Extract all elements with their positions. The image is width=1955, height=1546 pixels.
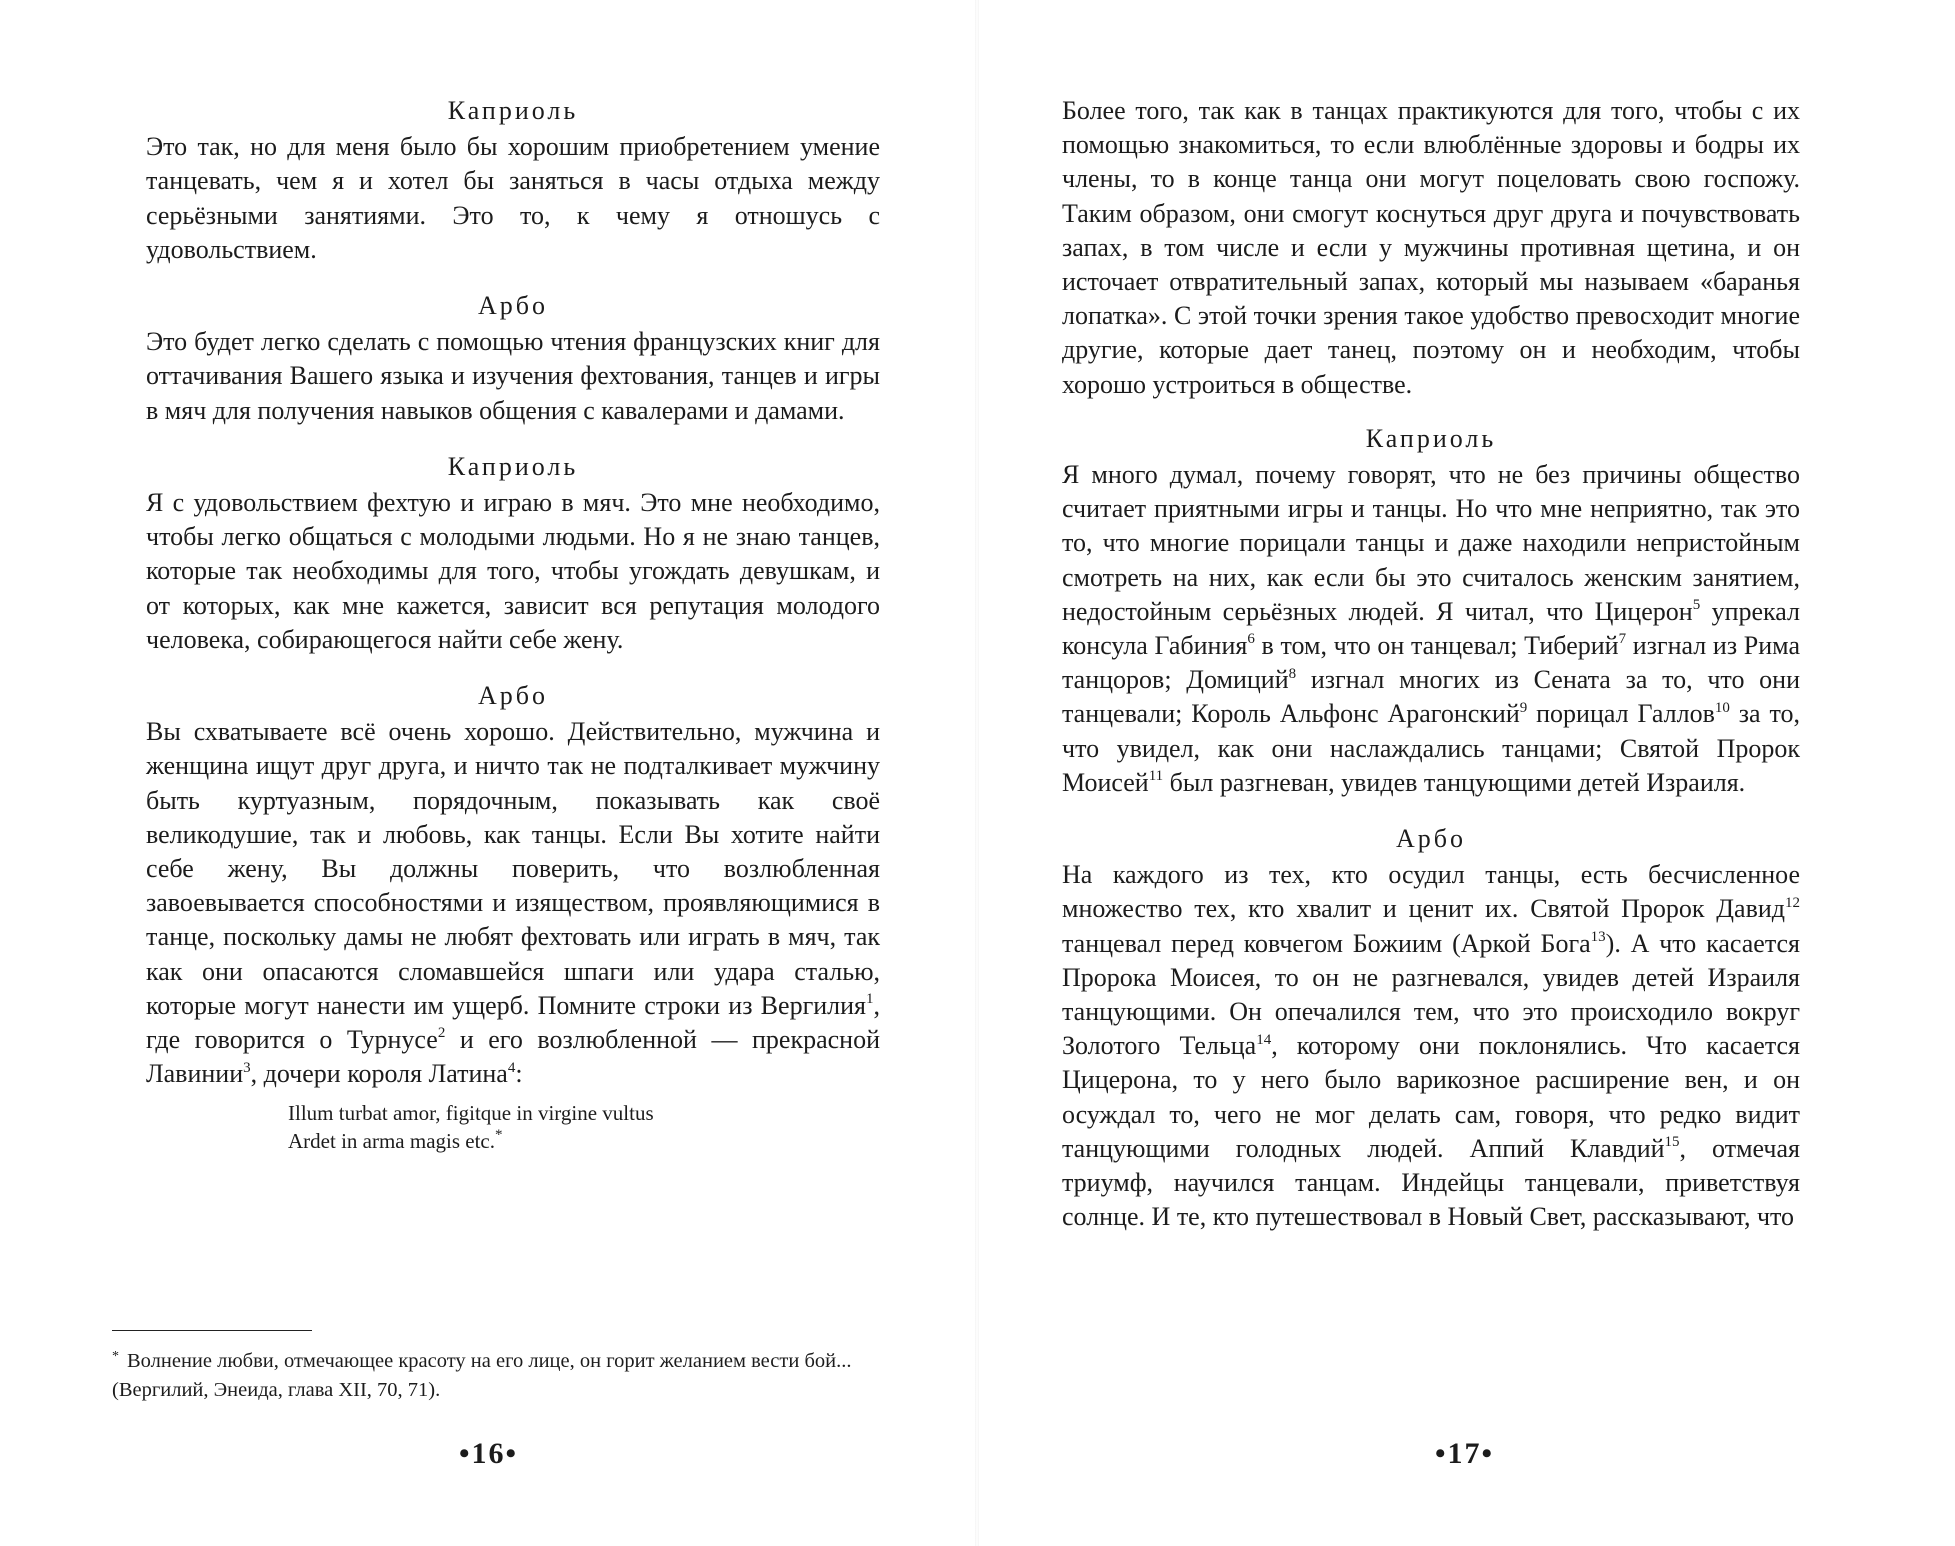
dialogue-paragraph: Более того, так как в танцах практикуются для того, чтобы с их помощью знакомиться, то если влюблённые здоровы и бодры их члены, то в конце танца они могут поцеловать свою госпожу. Таким образом, они смогут коснуться друг друга и почувствовать запах, в том числе и если у мужчины противная щетина, и он источает отвратительный запах, который мы называем «баранья лопатка». С этой точки зрения такое удобство превосходит многие другие, которые дает танец, поэтому он и необходим, чтобы хорошо устроиться в обществе. bbox=[1062, 96, 1800, 399]
text-run: : bbox=[515, 1059, 523, 1089]
footnote-ref: 3 bbox=[243, 1059, 251, 1076]
text-run: порицал Галлов bbox=[1527, 699, 1715, 729]
dialogue-paragraph: Я с удовольствием фехтую и играю в мяч. Это мне необходимо, чтобы легко общаться с молодыми людьми. Но я не знаю танцев, которые так необходимы для того, чтобы угождать девушкам, и от которых, как мне кажется, зависит вся репутация молодого человека, собирающегося найти себе жену. bbox=[146, 488, 880, 654]
text-run: танцевал перед ковчегом Божиим (Аркой Бога bbox=[1062, 928, 1591, 958]
footnote-divider bbox=[112, 1330, 312, 1331]
footnote-ref: 9 bbox=[1519, 699, 1528, 716]
page-number: •17• bbox=[1435, 1437, 1495, 1470]
text-run: изгнал многих из Сената за то, что они танцевали; Король Альфонс Арагонский bbox=[1062, 665, 1800, 729]
footnote-mark: * bbox=[112, 1349, 119, 1364]
text-run: Вы схватываете всё очень хорошо. Действительно, мужчина и женщина ищут друг друга, и ничто так не подталкивает мужчину быть куртуазным, порядочным, показывать как своё великодушие, так и любовь, как танцы. Если Вы хотите найти себе жену, Вы должны поверить, что возлюбленная завоевывается способностями и изяществом, проявляющимися в танце, поскольку дамы не любят фехтовать или играть в мяч, так как они опасаются сломавшейся шпаги или удара сталью, которые могут нанести им ущерб. Помните строки из Вергилия bbox=[146, 717, 880, 1020]
footnote bbox=[112, 1348, 902, 1404]
right-page-text bbox=[1062, 94, 1800, 1257]
dialogue-paragraph bbox=[1062, 858, 1800, 1234]
footnote-ref: 13 bbox=[1590, 929, 1606, 946]
speaker-heading: Каприоль bbox=[447, 451, 579, 481]
dialogue-paragraph bbox=[1062, 458, 1800, 800]
quote-line bbox=[288, 1127, 880, 1155]
text-run: На каждого из тех, кто осудил танцы, есть бесчисленное множество тех, кто хвалит и ценит их. Святой Пророк Давид bbox=[1062, 860, 1800, 924]
text-run: в том, что он танцевал; Тиберий bbox=[1254, 631, 1619, 661]
footnote-ref: 12 bbox=[1785, 894, 1800, 911]
text-run: , которому они поклонялись. Что касается Цицерона, то у него было варикозное расширение вен, и он осуждал то, чего не мог делать сам, говоря, что редко видит танцующими голодных людей. Аппий Клавдий bbox=[1062, 1031, 1800, 1163]
footnote-ref: 11 bbox=[1148, 768, 1164, 785]
quote-text: Ardet in arma magis etc. bbox=[288, 1129, 496, 1154]
footnote-ref: 14 bbox=[1256, 1031, 1272, 1048]
footnote-ref: 15 bbox=[1664, 1134, 1680, 1151]
speaker-heading: Арбо bbox=[1395, 824, 1466, 854]
text-run: , где говорится о Турнусе bbox=[146, 990, 880, 1055]
latin-quote bbox=[288, 1099, 880, 1155]
footnote-text: Волнение любви, отмечающее красоту на его лице, он горит желанием вести бой... (Вергилий, Энеида, глава XII, 70, 71). bbox=[112, 1350, 852, 1401]
footnote-ref: 4 bbox=[507, 1059, 516, 1076]
dialogue-paragraph: Это будет легко сделать с помощью чтения французских книг для оттачивания Вашего языка и изучения фехтования, танцев и игры в мяч для получения навыков общения с кавалерами и дамами. bbox=[146, 327, 880, 425]
text-run: Я много думал, почему говорят, что не без причины общество считает приятными игры и танцы. Но что мне неприятно, так это то, что многие порицали танцы и даже находили непристойным смотреть на них, как если бы это считалось женским занятием, недостойным серьёзных людей. Я читал, что Цицерон bbox=[1062, 460, 1800, 626]
text-run: , дочери короля Латина bbox=[250, 1059, 508, 1089]
footnote-ref: 10 bbox=[1714, 699, 1730, 716]
left-page-text bbox=[146, 94, 880, 1155]
speaker-heading: Каприоль bbox=[447, 96, 579, 125]
footnote-ref: 1 bbox=[866, 991, 874, 1008]
dialogue-paragraph bbox=[146, 715, 880, 1091]
right-page bbox=[977, 0, 1955, 1546]
page-number: •16• bbox=[459, 1437, 519, 1470]
left-page bbox=[0, 0, 977, 1546]
text-run: , отмечая триумф, научился танцам. Индейцы танцевали, приветствуя солнце. И те, кто путешествовал в Новый Свет, рассказывают, что bbox=[1062, 1133, 1800, 1232]
text-run: за то, что увидел, как они наслаждались танцами; Святой Пророк Моисей bbox=[1062, 699, 1800, 797]
text-run: упрекал консула Габиния bbox=[1062, 596, 1801, 661]
text-run: изгнал из Рима танцоров; Домиций bbox=[1062, 631, 1800, 695]
text-run: ). А что касается Пророка Моисея, то он не разгневался, увидев детей Израиля танцующими. Он опечалился тем, что это происходило вокруг Золотого Тельца bbox=[1062, 928, 1800, 1061]
footnote-ref: 2 bbox=[437, 1025, 446, 1042]
speaker-heading: Каприоль bbox=[1365, 423, 1497, 453]
quote-line: Illum turbat amor, figitque in virgine vultus bbox=[288, 1101, 654, 1126]
footnote-ref: 5 bbox=[1692, 597, 1701, 614]
text-run: был разгневан, увидев танцующими детей Израиля. bbox=[1163, 767, 1746, 797]
footnote-ref: * bbox=[495, 1127, 503, 1144]
speaker-heading: Арбо bbox=[477, 681, 548, 711]
footnote-ref: 8 bbox=[1288, 665, 1297, 682]
speaker-heading: Арбо bbox=[477, 291, 548, 321]
dialogue-paragraph: Это так, но для меня было бы хорошим приобретением умение танцевать, чем я и хотел бы заняться в часы отдыха между серьёзными занятиями. Это то, к чему я отношусь с удовольствием. bbox=[146, 132, 880, 264]
footnote-ref: 6 bbox=[1247, 631, 1255, 648]
text-run: и его возлюбленной — прекрасной Лавинии bbox=[146, 1025, 880, 1089]
footnote-ref: 7 bbox=[1618, 631, 1627, 648]
